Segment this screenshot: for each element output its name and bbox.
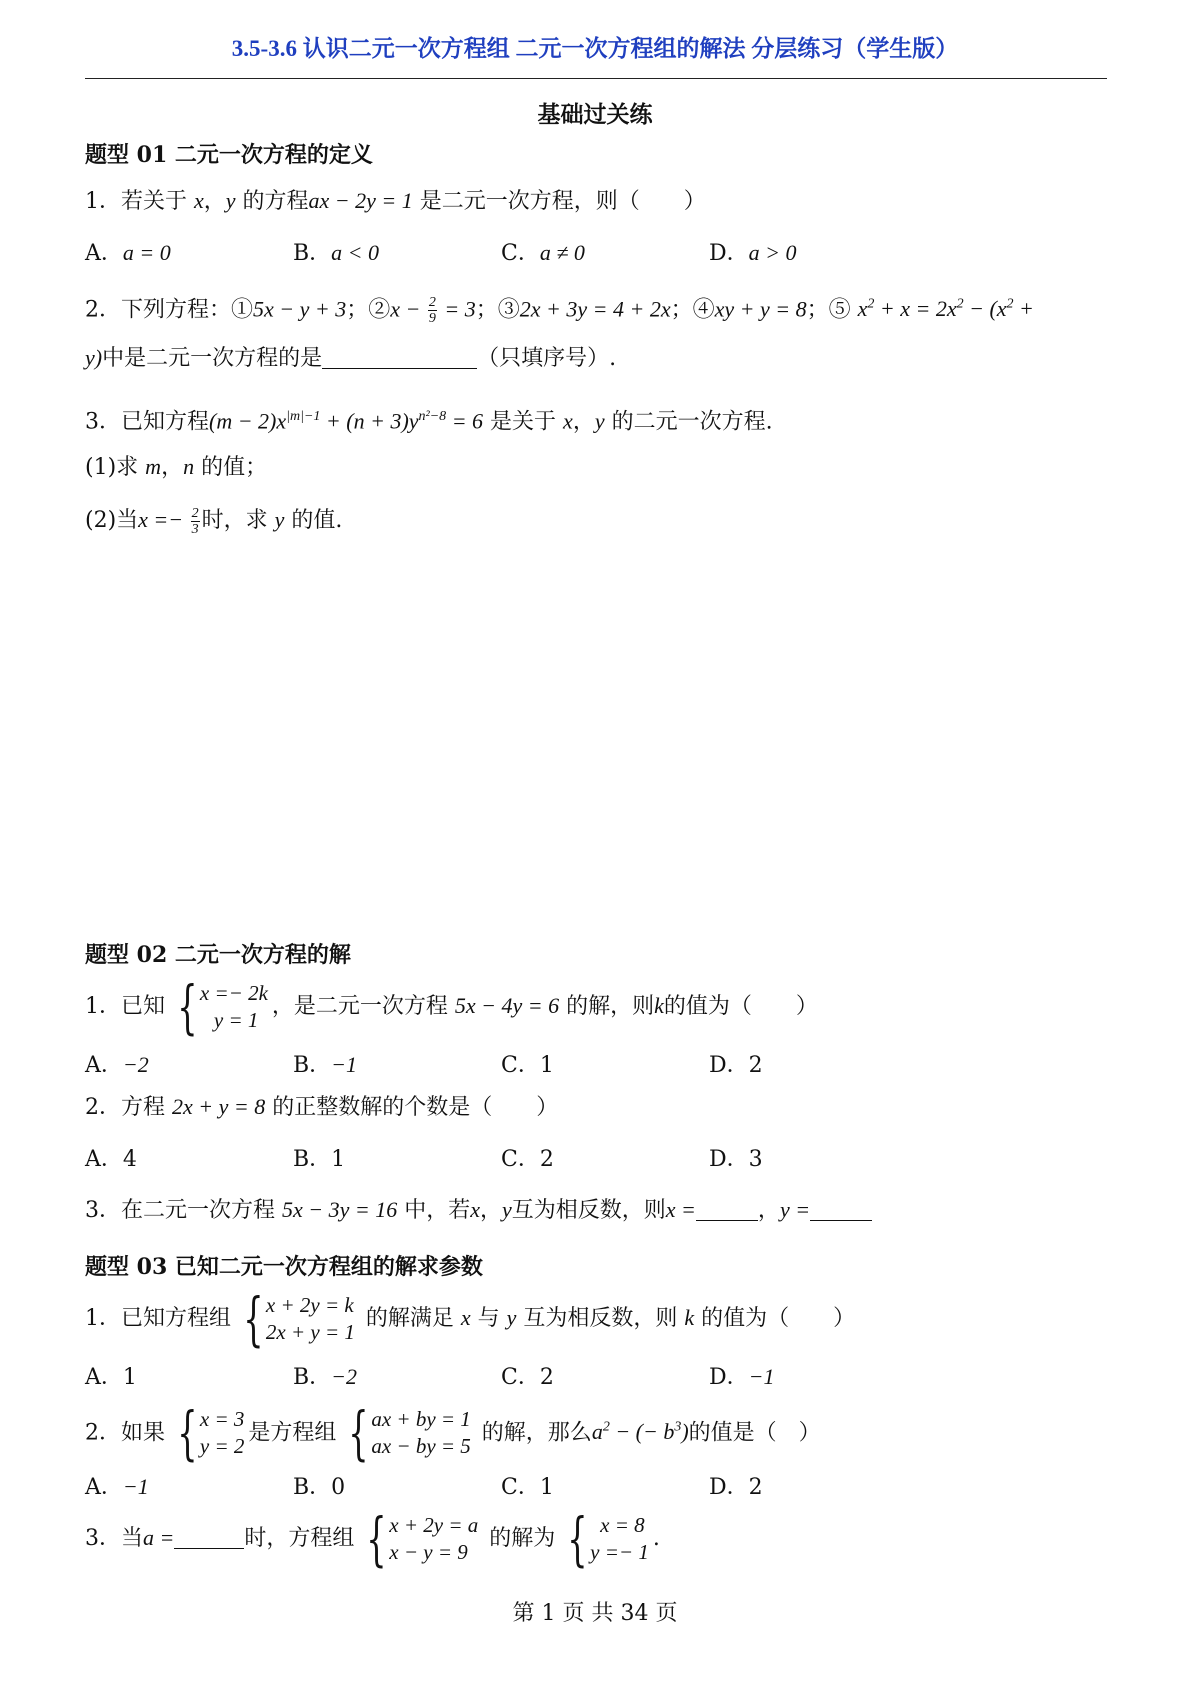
question-text: 是二元一次方程，则（ ） <box>412 189 706 214</box>
answer-blank[interactable] <box>174 1526 244 1549</box>
question-1-2-cont: y)中是二元一次方程的是 （只填序号）. <box>85 345 617 371</box>
question-text: 若关于 <box>121 189 194 214</box>
page-number: 第 1 页 共 34 页 <box>512 1601 678 1626</box>
question-1-3-part1: (1)求 m，n 的值； <box>85 454 268 480</box>
section-subtitle: 基础过关练 <box>537 101 653 128</box>
option-a: A．1 <box>85 1365 137 1390</box>
page-title: 3.5-3.6 认识二元一次方程组 二元一次方程组的解法 分层练习（学生版） <box>231 36 959 61</box>
fraction: $\frac{2}{3}$ <box>191 505 199 537</box>
equation-system: { x + 2y = a x − y = 9 <box>366 1505 479 1573</box>
option-d: D．−1 <box>709 1364 775 1390</box>
section-title-01: 题型 01 二元一次方程的定义 <box>85 142 373 168</box>
option-d: D．2 <box>709 1475 763 1500</box>
question-2-2: 2．方程 2x + y = 8 的正整数解的个数是（ ） <box>85 1094 559 1120</box>
option-d: D．3 <box>709 1147 763 1172</box>
question-3-1: 1．已知方程组 { x + 2y = k 2x + y = 1 的解满足 x 与 y 互为相反数，则 k 的值为（ ） <box>85 1285 856 1353</box>
question-1-3: 3．已知方程$(m - 2)x^{|m|-1} + (n + 3)y^{n^2-8} = 6$ 是关于 x，y 的二元一次方程. <box>85 408 773 435</box>
option-b: B．−1 <box>293 1052 358 1078</box>
option-a: A．−1 <box>85 1474 149 1500</box>
option-c: C．2 <box>501 1365 554 1390</box>
option-b: B．1 <box>293 1147 346 1172</box>
question-3-3: 3．当a = 时，方程组 { x + 2y = a x − y = 9 的解为 { x = 8 y =− 1 . <box>85 1505 660 1573</box>
equation-system: { ax + by = 1 ax − by = 5 <box>348 1399 471 1468</box>
option-a: A．4 <box>85 1147 137 1172</box>
equation-system: { x =− 2k y = 1 <box>177 973 268 1041</box>
question-2-3: 3．在二元一次方程 5x − 3y = 16 中，若x，y互为相反数，则x = ，y = <box>85 1195 872 1226</box>
section-title-03: 题型 03 已知二元一次方程组的解求参数 <box>85 1254 483 1280</box>
option-c: C．2 <box>501 1147 554 1172</box>
option-b: B．a < 0 <box>293 240 380 266</box>
option-b: B．−2 <box>293 1364 358 1390</box>
question-1-3-part2: (2)当x =− $\frac{2}{3}$ 时，求 y 的值. <box>85 505 343 537</box>
question-number: 1． <box>85 189 121 214</box>
question-3-2: 2．如果 { x = 3 y = 2 是方程组 { ax + by = 1 ax − by = 5 的解，那么$a^2$ − (− $b^3$)的值是（ ） <box>85 1399 821 1468</box>
equation-system: { x + 2y = k 2x + y = 1 <box>243 1285 355 1353</box>
equation: ax − 2y = 1 <box>308 188 413 213</box>
answer-blank[interactable] <box>322 346 477 369</box>
section-title-02: 题型 02 二元一次方程的解 <box>85 942 351 968</box>
question-1-2: 2．下列方程：①5x − y + 3；②x − $\frac{2}{9}$ = 3；③2x + 3y = 4 + 2x；④xy + y = 8；⑤ $x^2 + x = 2x^2 - (x^2$ + <box>85 294 1034 326</box>
question-2-1: 1．已知 { x =− 2k y = 1 ，是二元一次方程 5x − 4y = 6 的解，则k的值为（ ） <box>85 973 818 1041</box>
answer-blank-x[interactable] <box>696 1198 758 1221</box>
option-c: C．1 <box>501 1053 554 1078</box>
separator: ， <box>203 189 226 214</box>
var-x: x <box>194 188 204 213</box>
solution-system: { x = 3 y = 2 <box>177 1399 245 1468</box>
question-1-1 <box>85 186 706 217</box>
header-divider <box>85 78 1107 79</box>
option-b: B．0 <box>293 1475 346 1500</box>
question-text: 的方程 <box>235 189 309 214</box>
option-a: A．a = 0 <box>85 240 171 266</box>
option-d: D．2 <box>709 1053 763 1078</box>
option-d: D．a > 0 <box>709 240 797 266</box>
option-c: C．1 <box>501 1475 554 1500</box>
fraction: $\frac{2}{9}$ <box>428 294 436 326</box>
answer-blank-y[interactable] <box>810 1198 872 1221</box>
solution-system: { x = 8 y =− 1 <box>567 1505 649 1573</box>
option-c: C．a ≠ 0 <box>501 240 585 266</box>
option-a: A．−2 <box>85 1052 149 1078</box>
var-y: y <box>225 188 236 213</box>
